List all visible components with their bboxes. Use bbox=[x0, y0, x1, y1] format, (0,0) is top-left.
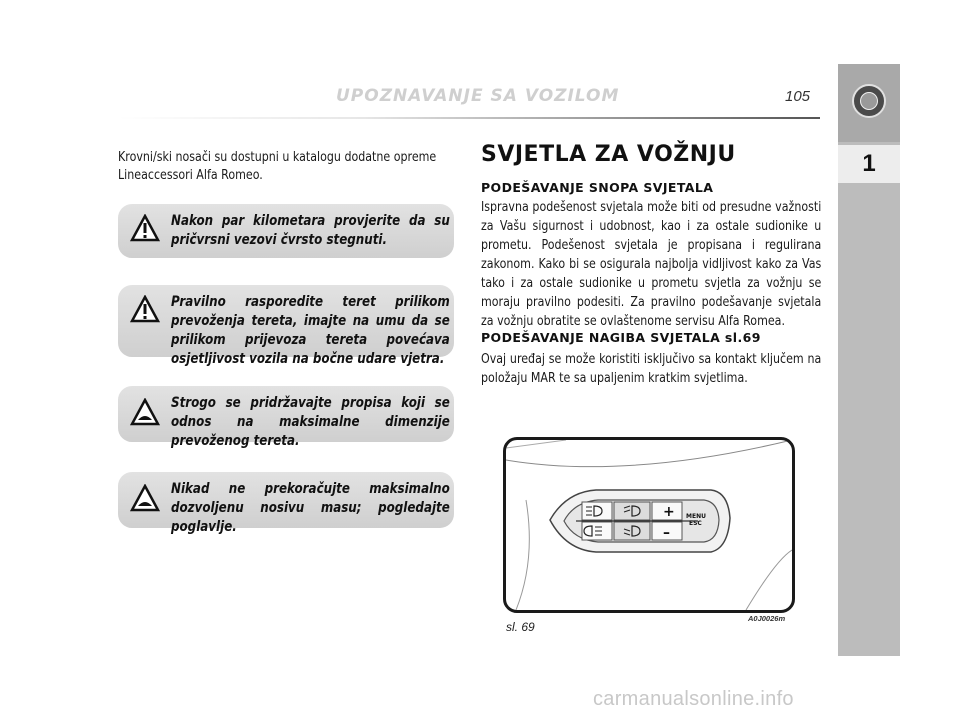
warning-text-2: Pravilno rasporedite teret prilikom prevoženja tereta, imajte na umu da se prilikom prijevoza tereta povećava osjetljivost vozila na bočne udare vjetra. bbox=[171, 294, 450, 367]
minus-button-label: – bbox=[663, 525, 670, 541]
figure-light-switch-panel bbox=[503, 437, 795, 613]
warning-text-1: Nakon par kilometara provjerite da su pričvrsni vezovi čvrsto stegnuti. bbox=[171, 213, 450, 248]
running-header-title: UPOZNAVANJE SA VOZILOM bbox=[336, 86, 620, 106]
subheading-tilt-adjustment: PODEŠAVANJE NAGIBA SVJETALA sl.69 bbox=[481, 330, 761, 345]
warning-triangle-icon bbox=[130, 295, 160, 323]
environment-triangle-icon bbox=[130, 398, 160, 426]
menu-label: MENU bbox=[686, 513, 706, 520]
header-rule bbox=[118, 117, 820, 119]
figure-code: A0J0026m bbox=[748, 614, 786, 623]
plus-button-label: + bbox=[663, 504, 675, 520]
warning-box-3 bbox=[118, 386, 454, 449]
section-heading: SVJETLA ZA VOŽNJU bbox=[481, 142, 736, 167]
esc-label: ESC bbox=[689, 520, 702, 527]
subheading-beam-adjustment: PODEŠAVANJE SNOPA SVJETALA bbox=[481, 180, 714, 195]
footer-watermark-url[interactable]: carmanualsonline.info bbox=[593, 688, 794, 710]
page-number: 105 bbox=[785, 88, 811, 105]
warning-text-3: Strogo se pridržavajte propisa koji se odnos na maksimalne dimenzije prevoženog tereta. bbox=[171, 395, 450, 449]
environment-triangle-icon bbox=[130, 484, 160, 512]
paragraph-beam-adjustment: Ispravna podešenost svjetala može biti od presudne važnosti za Vašu sigurnost i udobnost, kao i za ostale sudionike u prometu. Podešenost svjetala je propisana i regulirana zakonom. Kako bi se osigurala najbolja vidljivost kako za Vas tako i za ostale sudionike u prometu svjetla za vožnju se moraju pravilno podesiti. Za pravilno podešavanje svjetala za vožnju obratite se ovlaštenome servisu Alfa Romea. bbox=[481, 199, 822, 329]
intro-paragraph: Krovni/ski nosači su dostupni u katalogu dodatne opreme Lineaccessori Alfa Romeo. bbox=[118, 149, 437, 183]
chapter-number: 1 bbox=[862, 150, 876, 177]
light-control-panel-illustration bbox=[506, 440, 792, 610]
warning-text-4: Nikad ne prekoračujte maksimalno dozvoljenu nosivu masu; pogledajte poglavlje. bbox=[171, 481, 450, 535]
warning-box-4 bbox=[118, 472, 454, 535]
figure-caption: sl. 69 bbox=[506, 620, 535, 634]
paragraph-tilt-adjustment: Ovaj uređaj se može koristiti isključivo sa kontakt ključem na položaju MAR te sa upaljenim kratkim svjetlima. bbox=[481, 351, 822, 386]
warning-box-1 bbox=[118, 204, 454, 258]
alfa-romeo-logo-icon bbox=[852, 84, 886, 118]
warning-triangle-icon bbox=[130, 214, 160, 242]
warning-box-2 bbox=[118, 285, 454, 367]
